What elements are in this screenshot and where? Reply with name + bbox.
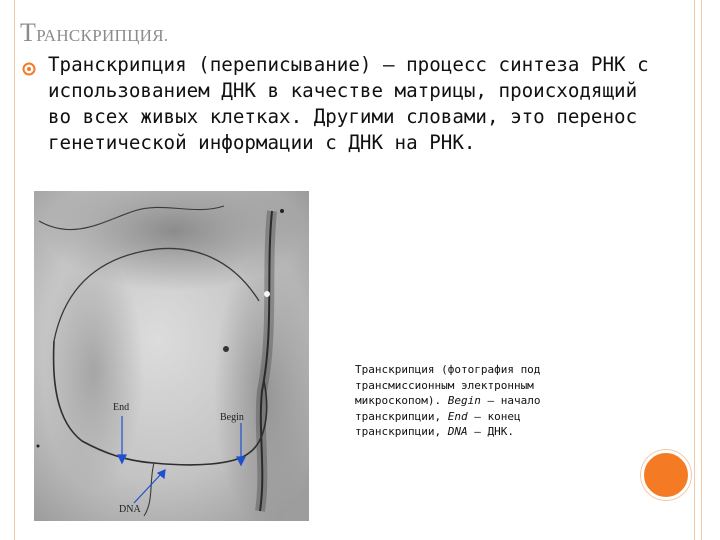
dna-label: DNA <box>119 504 141 515</box>
slide-title-rest: РАНСКРИПЦИЯ. <box>36 26 169 45</box>
caption-part3: — конец транскрипции, <box>355 409 521 438</box>
caption-dna-term: DNA <box>447 425 468 438</box>
electron-micrograph <box>34 191 309 521</box>
orange-circle-icon <box>641 450 691 500</box>
circle-bullet-icon <box>22 62 36 76</box>
end-label: End <box>113 402 130 413</box>
caption-part2: — начало транскрипции, <box>355 394 541 423</box>
caption-end-term: End <box>447 409 468 423</box>
caption-begin-term: Begin <box>447 394 481 407</box>
caption-part1: Транскрипция (фотография под трансмиссионным электронным микроскопом). <box>355 363 541 407</box>
body-paragraph: Транскрипция (переписывание) — процесс синтеза РНК с использованием ДНК в качестве матрицы, происходящий во всех живых клетках. Другими словами, это перенос генетической информации с ДНК на РНК. <box>48 53 649 154</box>
begin-label: Begin <box>220 412 244 423</box>
figure-caption <box>355 362 585 440</box>
frame-right-border <box>694 0 702 540</box>
slide-title <box>20 18 168 48</box>
slide-title-initial: Т <box>20 18 37 47</box>
frame-left-line <box>14 0 15 540</box>
caption-part4: — ДНК. <box>467 425 514 438</box>
